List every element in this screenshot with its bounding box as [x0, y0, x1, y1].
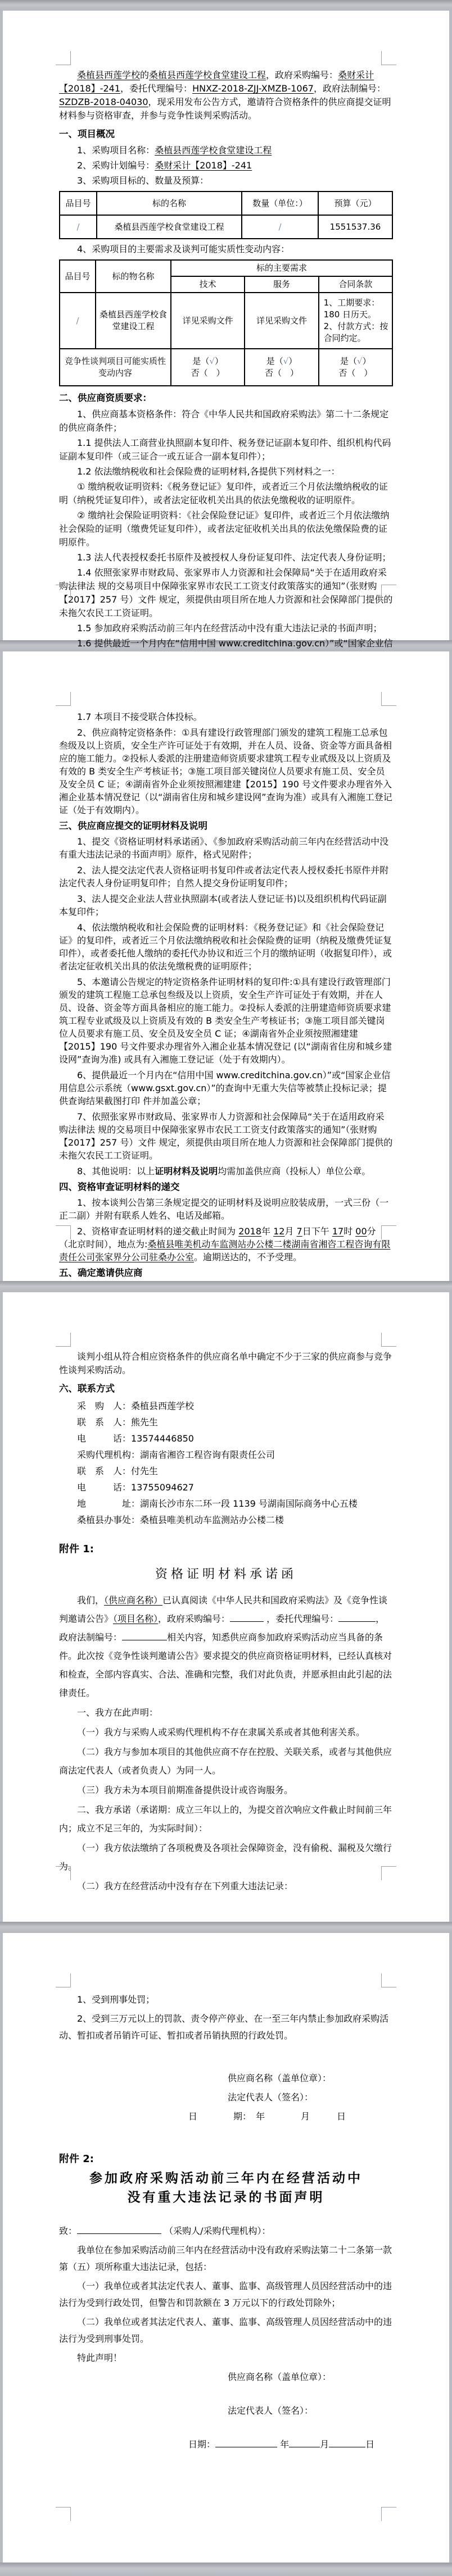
paragraph: 一、我方在此声明：	[77, 1707, 159, 1718]
paragraph: 我单位在参加采购活动前三年内在经营活动中没有政府采购法第二十二条第一款第（五）项所称重大违法记录，包括：	[59, 2245, 392, 2272]
paragraph: 1、受到刑事处罚；	[77, 1994, 155, 2005]
attachment-2-title: 没有重大违法记录的书面声明	[127, 2190, 325, 2205]
paragraph: 4、采购项目的主要需求及谈判可能实质性变动内容：	[77, 244, 290, 254]
cell-budget: 1551537.36	[318, 215, 392, 239]
paragraph: 1.1 提供法人工商营业执照副本复印件、税务登记证副本复印件、组织机构代码证副本复印件（或三证合一或五证合一副本复印件）；	[59, 437, 391, 462]
cell-yes-no	[171, 349, 245, 386]
table-budget-summary	[59, 191, 393, 239]
page-3	[3, 1292, 449, 1922]
margin-mark-icon	[381, 585, 396, 599]
intro-paragraph: 桑植县西莲学校的桑植县西莲学校食堂建设工程，政府采购编号：桑财采计【2018】-241，委托代理编号：HNXZ-2018-ZJJ-XMZB-1067，政府法制编号：SZDZB-2018-04030，现采用发布公告方式，邀请符合资格条件的供应商提交证明材料参与资格审查，并参与竞争性谈判采购活动。	[59, 70, 391, 121]
spacer	[59, 2127, 393, 2149]
column-header: 数量（单位：）	[242, 192, 318, 215]
paragraph: 1、按本谈判公告第三条规定提交的证明材料及说明应胶装成册，一式三份（一正二副）并附有联系人姓名、电话及邮箱。	[59, 1197, 389, 1221]
page-2	[3, 651, 449, 1281]
no-option: 否（ ）	[338, 368, 373, 378]
page-separator	[0, 1922, 452, 1933]
contact-line: 采购代理机构：湖南省湘咨工程咨询有限责任公司	[77, 1449, 275, 1460]
page-1	[3, 11, 449, 649]
paragraph: ① 缴纳税收证明资料:《税务登记证》复印件，或者近三个月依法缴纳税收的证明（纳税凭证复印件），或者法定征收机关出具的依法免缴税收的证明原件。	[59, 481, 388, 505]
paragraph: （二）我方在经营活动中没有存在下列重大违法记录：	[77, 1881, 293, 1891]
table-row	[60, 215, 392, 239]
paragraph: 2、资格审查证明材料的递交截止时间为 2018年 12月 7日下午 17时 00分（北京时间），地点为:桑植县唯美机动车监测站办公楼二楼湖南省湘咨工程咨询有限责任公司张家界分公司驻桑办公室。逾期送达的，不予受理。	[59, 1226, 391, 1262]
section-heading-submission: 四、资格审查证明材料的递交	[59, 1182, 180, 1192]
margin-mark-icon	[56, 692, 71, 706]
signature-line-representative: 法定代表人（签名）：	[228, 2405, 314, 2416]
contract-term: 1、工期要求：180 日历天。	[323, 298, 380, 320]
paragraph: 1.2 依法缴纳税收和社会保险费的证明材料,各提供下列材料之一：	[77, 466, 340, 477]
cell-contract-terms	[319, 293, 392, 349]
paragraph: （三）我方未为本项目前期准备提供设计或咨询服务。	[77, 1785, 293, 1795]
margin-mark-icon	[381, 692, 396, 706]
signature-line-supplier: 供应商名称（盖单位章）：	[228, 2372, 332, 2382]
attachment-1-label: 附件 1:	[59, 1543, 94, 1555]
margin-mark-icon	[381, 1333, 396, 1347]
cell-service: 详见采购文件	[245, 293, 318, 349]
section-heading-contact: 六、联系方式	[59, 1383, 115, 1394]
attachment-2-title: 参加政府采购活动前三年内在经营活动中	[89, 2171, 363, 2186]
spacer	[59, 2422, 393, 2434]
margin-mark-icon	[381, 1225, 396, 1239]
paragraph: ② 缴纳社会保险证明资料：《社会保险登记证》复印件，或者近三个月依法缴纳社会保险的证明（缴费凭证复印件），或者法定征收机关出具的依法免缴保险费的证明原件。	[59, 510, 390, 548]
paragraph: 1.7 本项目不接受联合体投标。	[77, 712, 202, 722]
paragraph: 1.5 参加政府采购活动前三年内在经营活动中没有重大违法记录的书面声明；	[77, 623, 382, 633]
contact-line: 桑植县办事处：桑植县唯美机动车监测站办公楼二楼	[77, 1515, 284, 1525]
paragraph: 1、提交《资格证明材料承诺函》、《参加政府采购活动前三年内在经营活动中没有重大违法记录的书面声明》原件，格式见附件；	[59, 836, 389, 860]
cell-negotiation-label: 竞争性谈判项目可能实质性变动内容	[60, 349, 171, 386]
page-separator	[0, 1281, 452, 1292]
column-header: 服务	[245, 276, 318, 293]
section-heading-overview: 一、项目概况	[59, 129, 115, 139]
paragraph: 1、供应商基本资格条件：符合《中华人民共和国政府采购法》第二十二条规定的供应商条件；	[59, 409, 389, 433]
yes-option: 是（√）	[192, 356, 223, 366]
contract-term: 2、付款方式：按合同约定。	[323, 321, 388, 343]
cell-target-name: 桑植县西莲学校食堂建设工程	[97, 215, 242, 239]
paragraph: 3、采购项目标的、数量及预算：	[77, 175, 209, 186]
spacer	[59, 2046, 393, 2068]
paragraph: 2、法人提交法定代表人资格证明书复印件或者法定代表人授权委托书原件并附法定代表人身份证明复印件；自然人提交身份证明复印件；	[59, 865, 389, 888]
no-option: 否（ ）	[191, 368, 225, 378]
paragraph: 二、我方承诺（承诺期：成立三年以上的，为提交首次响应文件截止时间前三年内；成立不足三年的，为实际时间）：	[59, 1804, 392, 1834]
margin-mark-icon	[56, 2507, 71, 2521]
table-row	[60, 293, 392, 349]
margin-mark-icon	[56, 1225, 71, 1239]
addressee-line: 致： （采购人/采购代理机构）：	[59, 2226, 271, 2236]
column-header: 标的名称	[97, 192, 242, 215]
contact-line: 联 系 人：熊先生	[77, 1417, 159, 1428]
paragraph: （二）我方与参加本项目的其他供应商不存在控股、关联关系，或者与其他供应商法定代表人（或者负责人）为同一人。	[59, 1747, 392, 1776]
column-header: 标的物名称	[96, 260, 171, 293]
paragraph: （一）我方与采购人或采购代理机构不存在隶属关系或者其他利害关系。	[77, 1727, 365, 1738]
paragraph: 1.6 提供最近一个月内在“信用中国 www.creditchina.gov.cn）”或“国家企业信	[77, 638, 393, 649]
contact-line: 采 购 人：桑植县西莲学校	[77, 1401, 195, 1411]
table-row	[60, 260, 392, 276]
column-header: 合同条款	[319, 276, 392, 293]
section-heading-qualification: 二、供应商资质要求：	[59, 393, 152, 403]
attachment-1-title: 资格证明材料承诺函	[155, 1567, 297, 1581]
paragraph: 1.3 法人代表授权委托书原件及被授权人身份证复印件、法定代表人身份证明；	[77, 552, 391, 563]
spacer	[59, 2208, 393, 2221]
contact-block	[59, 1398, 393, 1528]
margin-mark-icon	[381, 1866, 396, 1880]
paragraph: 6、提供最近一个月内在“信用中国 www.creditchina.gov.cn）”或“国家企业信用信息公示系统（www.gsxt.gov.cn）”的查询中无重大失信等被禁止投标记录；提供查询结果截图打印 件并加盖公章；	[59, 1070, 391, 1106]
table-main-requirements	[59, 259, 393, 386]
signature-line-date: 日 期： 年 月 日	[188, 2111, 346, 2122]
margin-mark-icon	[381, 1973, 396, 1987]
section-heading-materials: 三、供应商应提交的证明材料及说明	[59, 820, 207, 831]
table-row	[60, 349, 392, 386]
page-4	[3, 1933, 449, 2563]
margin-mark-icon	[56, 51, 71, 65]
paragraph: 3、法人提交企业法人营业执照副本(或者法人登记证书)以及组织机构代码证副本复印件；	[59, 893, 387, 917]
paragraph: 5、本邀请公告规定的特定资格条件证明材料的复印件:①具有建设行政管理部门颁发的建筑工程施工总承包叁级及以上资质，安全生产许可证处于有效期，并在人员、设备、资金等方面具备相应的施工能力。②投标人委派的注册建造师资质要求建筑工程专业贰级及以上资质及有效的 B 类安全生产考核证书；③施工项目部关键岗位人员要求有施工员、安全员及安全员 C 证；④湖南省外企业须按照湘建建【2015】190 号文件要求办理省外入湘企业基本情况登记 (以“湖南省住房和城乡建设网”查询为准) 或具有入湘施工登记证（处于有效期内）。	[59, 977, 392, 1065]
contact-line: 电 话：13755094627	[77, 1482, 194, 1493]
paragraph: （一）我方依法缴纳了各项税费及各项社会保障资金，没有偷税、漏税及欠缴行为。	[59, 1843, 392, 1872]
cell-yes-no	[245, 349, 318, 386]
section-heading-invite: 五、确定邀请供应商	[59, 1268, 143, 1278]
signature-line-representative: 法定代表人（签名）：	[228, 2092, 314, 2103]
column-header: 预算（元）	[318, 192, 392, 215]
contact-line: 地 址：湖南长沙市东二环一段 1139 号湖南国际商务中心五楼	[77, 1498, 358, 1509]
column-header: 技术	[171, 276, 245, 293]
margin-mark-icon	[56, 1973, 71, 1987]
paragraph: 1、采购项目名称：桑植县西莲学校食堂建设工程	[77, 145, 272, 156]
paragraph: 2、供应商特定资格条件：①具有建设行政管理部门颁发的建筑工程施工总承包叁级及以上资质，安全生产许可证处于有效期，并在人员、设备、资金等方面具备相应的施工能力。②投标人委派的注册建造师资质要求建筑工程专业贰级及以上资质及有效的 B 类安全生产考核证书；③施工项目部关键岗位人员要求有施工员、安全员及安全员 C 证；④湖南省外企业须按照湘建建【2015】190 号文件要求办理省外入湘企业基本情况登记（以“湖南省住房和城乡建设网”查询为准）或具有入湘施工登记证（处于有效期内）。	[59, 727, 392, 815]
contact-line: 电 话：13574446850	[77, 1433, 194, 1444]
column-header: 品目号	[60, 192, 97, 215]
cell-yes-no	[319, 349, 392, 386]
page-separator	[0, 0, 452, 11]
cell-tech: 详见采购文件	[171, 293, 245, 349]
cell-quantity: /	[242, 215, 318, 239]
paragraph: （一）我单位或者其法定代表人、董事、监事、高级管理人员因经营活动中的违法行为受到行政处罚，但警告和罚款额在 3 万元以下的行政处罚除外；	[59, 2281, 392, 2308]
paragraph: （二）我单位或者其法定代表人、董事、监事、高级管理人员因经营活动中的违法行为受到刑事处罚。	[59, 2317, 392, 2344]
spacer	[59, 2388, 393, 2400]
margin-mark-icon	[381, 51, 396, 65]
page-separator	[0, 2563, 452, 2576]
yes-option: 是（√）	[340, 356, 371, 366]
cell-item-no: /	[60, 215, 97, 239]
margin-mark-icon	[56, 1333, 71, 1347]
no-option: 否（ ）	[264, 368, 299, 378]
attachment-1-body	[59, 1591, 393, 1895]
paragraph: 我们，（供应商名称）已认真阅读《中华人民共和国政府采购法》及《竞争性谈判邀请公告》（项目名称），政府采购编号： ，委托代理编号： ，政府法制编号： 相关内容，知悉供应商参加政府采购活动应当具备的条件。此次按《竞争性谈判邀请公告》要求提交的供应商资格证明材料，已经认真核对和检查，全部内容真实、合法、准确和完整，我们对此负责，并愿承担由此引起的法律责任。	[59, 1595, 392, 1698]
paragraph: 8、其他说明：以上证明材料及说明均需加盖供应商（投标人）单位公章。	[77, 1166, 371, 1177]
date-line: 日期： 年 月 日	[188, 2439, 375, 2450]
paragraph: 谈判小组从符合相应资格条件的供应商名单中确定不少于三家的供应商参与竞争性谈判采购活动。	[59, 1351, 392, 1375]
declaration-line: 特此声明！	[77, 2352, 123, 2363]
paragraph: 7、依照张家界市财政局、张家界市人力资源和社会保障局“关于在适用政府采购法律法 规的交易项目中保障张家界市农民工工资支付政策落实的通知”（张财购【2017】257 号）文件 规定，须提供由项目所在地人力资源和社会保障部门提供的未拖欠农民工工资证明。	[59, 1111, 393, 1161]
paragraph: 2、采购计划编号：桑财采计【2018】-241	[77, 160, 252, 171]
margin-mark-icon	[56, 1866, 71, 1880]
column-header: 标的主要需求	[171, 260, 392, 276]
yes-option: 是（√）	[266, 356, 297, 366]
margin-mark-icon	[56, 585, 71, 599]
signature-line-supplier: 供应商名称（盖单位章）：	[228, 2073, 332, 2083]
paragraph: 4、依法缴纳税收和社会保险费的证明材料：《税务登记证》和《社会保险登记证》的复印件，或者近三个月依法缴纳税收和社会保险费的证明（纳税及缴费凭证复印件），或者委托他人缴纳的委托代办协议和近三个月的缴纳证明（收据复印件），或者法定征收机关出具的依法免缴税费的证明原件；	[59, 922, 392, 972]
attachment-2-label: 附件 2:	[59, 2153, 94, 2165]
cell-target-name: 桑植县西莲学校食堂建设工程	[96, 293, 171, 349]
contact-line: 联 系 人：付先生	[77, 1466, 159, 1476]
paragraph: 1.4 依照张家界市财政局、张家界市人力资源和社会保障局“关于在适用政府采购法律法 规的交易项目中保障张家界市农民工工资支付政策落实的通知”（张财购【2017】257 号）文件 规定，须提供由项目所在地人力资源和社会保障部门提供的未拖欠农民工工资证明。	[59, 567, 393, 618]
cell-item-no: /	[60, 293, 96, 349]
column-header: 品目号	[60, 260, 96, 293]
paragraph: 2、受到三万元以上的罚款、责令停产停业、在一至三年内禁止参加政府采购活动、暂扣或者吊销许可证、暂扣或者吊销执照的行政处罚。	[59, 2013, 389, 2041]
margin-mark-icon	[381, 2507, 396, 2521]
table-row	[60, 192, 392, 215]
